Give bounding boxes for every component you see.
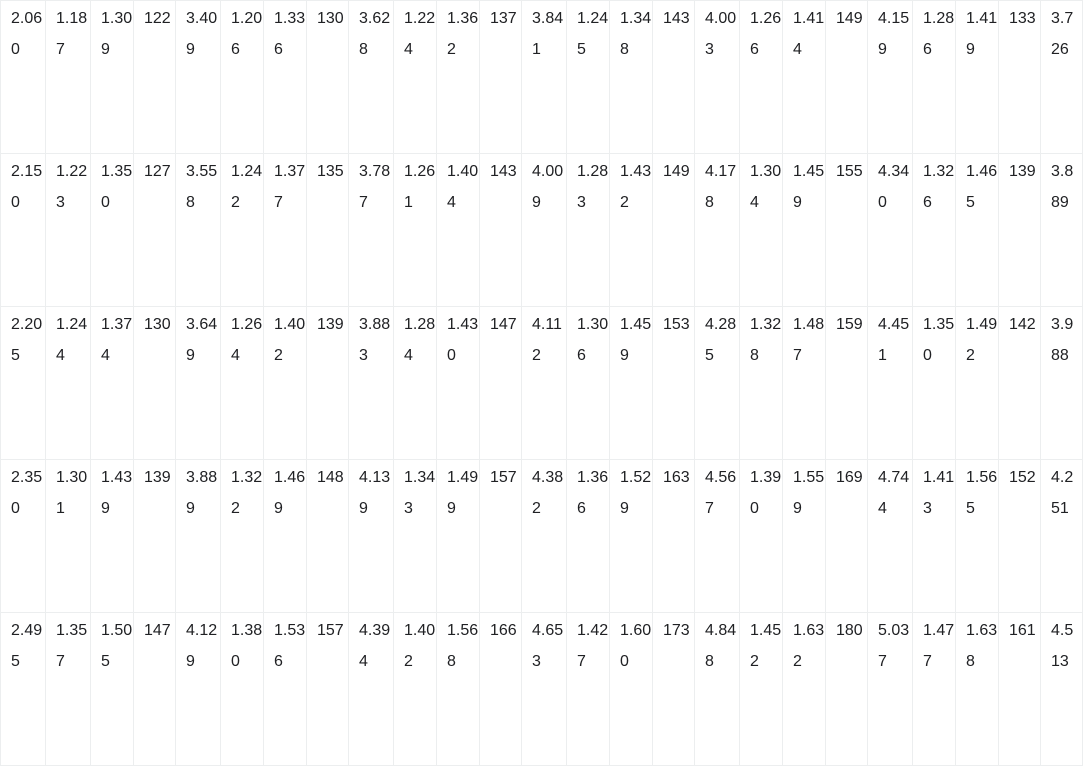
table-cell: 1.487 xyxy=(783,307,826,460)
table-cell: 3.787 xyxy=(349,154,394,307)
table-row xyxy=(1,460,1083,613)
table-cell: 1.306 xyxy=(567,307,610,460)
table-cell: 149 xyxy=(826,1,868,154)
table-cell: 4.009 xyxy=(522,154,567,307)
table-cell: 1.432 xyxy=(610,154,653,307)
table-body xyxy=(1,1,1083,766)
table-cell: 152 xyxy=(999,460,1041,613)
table-cell: 159 xyxy=(826,307,868,460)
table-cell: 166 xyxy=(480,613,522,766)
table-cell: 1.244 xyxy=(46,307,91,460)
table-cell: 1.242 xyxy=(221,154,264,307)
table-cell: 1.427 xyxy=(567,613,610,766)
table-cell: 1.350 xyxy=(913,307,956,460)
table-cell: 1.413 xyxy=(913,460,956,613)
table-cell: 1.380 xyxy=(221,613,264,766)
table-cell: 1.284 xyxy=(394,307,437,460)
table-row xyxy=(1,1,1083,154)
table-cell: 173 xyxy=(653,613,695,766)
table-cell: 163 xyxy=(653,460,695,613)
table-cell: 1.283 xyxy=(567,154,610,307)
table-row xyxy=(1,307,1083,460)
table-cell: 1.366 xyxy=(567,460,610,613)
table-cell: 3.628 xyxy=(349,1,394,154)
table-cell: 4.340 xyxy=(868,154,913,307)
table-cell: 4.653 xyxy=(522,613,567,766)
table-cell: 1.638 xyxy=(956,613,999,766)
table-cell: 1.439 xyxy=(91,460,134,613)
table-cell: 1.414 xyxy=(783,1,826,154)
table-cell: 1.402 xyxy=(264,307,307,460)
table-cell: 1.499 xyxy=(437,460,480,613)
table-cell: 1.304 xyxy=(740,154,783,307)
table-cell: 1.245 xyxy=(567,1,610,154)
table-cell: 1.336 xyxy=(264,1,307,154)
table-cell: 4.285 xyxy=(695,307,740,460)
table-cell: 1.565 xyxy=(956,460,999,613)
table-cell: 3.988 xyxy=(1041,307,1083,460)
table-cell: 3.558 xyxy=(176,154,221,307)
table-cell: 2.350 xyxy=(1,460,46,613)
table-cell: 2.205 xyxy=(1,307,46,460)
table-cell: 155 xyxy=(826,154,868,307)
table-cell: 1.374 xyxy=(91,307,134,460)
table-cell: 3.889 xyxy=(176,460,221,613)
table-cell: 1.223 xyxy=(46,154,91,307)
table-cell: 143 xyxy=(480,154,522,307)
table-cell: 1.632 xyxy=(783,613,826,766)
table-cell: 135 xyxy=(307,154,349,307)
table-cell: 139 xyxy=(307,307,349,460)
table-cell: 143 xyxy=(653,1,695,154)
table-cell: 1.350 xyxy=(91,154,134,307)
table-row xyxy=(1,613,1083,766)
table-cell: 3.409 xyxy=(176,1,221,154)
table-cell: 4.513 xyxy=(1041,613,1083,766)
table-cell: 3.889 xyxy=(1041,154,1083,307)
table-cell: 127 xyxy=(134,154,176,307)
table-cell: 1.328 xyxy=(740,307,783,460)
table-cell: 1.536 xyxy=(264,613,307,766)
table-cell: 1.459 xyxy=(783,154,826,307)
table-cell: 1.348 xyxy=(610,1,653,154)
table-row xyxy=(1,154,1083,307)
table-cell: 1.301 xyxy=(46,460,91,613)
table-cell: 4.129 xyxy=(176,613,221,766)
table-cell: 147 xyxy=(134,613,176,766)
table-cell: 2.060 xyxy=(1,1,46,154)
table-cell: 1.469 xyxy=(264,460,307,613)
table-cell: 4.451 xyxy=(868,307,913,460)
table-cell: 1.261 xyxy=(394,154,437,307)
table-cell: 169 xyxy=(826,460,868,613)
table-cell: 161 xyxy=(999,613,1041,766)
table-cell: 1.206 xyxy=(221,1,264,154)
table-cell: 2.150 xyxy=(1,154,46,307)
table-cell: 3.726 xyxy=(1041,1,1083,154)
table-cell: 1.404 xyxy=(437,154,480,307)
table-cell: 1.505 xyxy=(91,613,134,766)
table-cell: 3.649 xyxy=(176,307,221,460)
table-cell: 180 xyxy=(826,613,868,766)
table-cell: 1.465 xyxy=(956,154,999,307)
table-cell: 1.568 xyxy=(437,613,480,766)
table-cell: 1.322 xyxy=(221,460,264,613)
table-cell: 4.178 xyxy=(695,154,740,307)
table-cell: 1.529 xyxy=(610,460,653,613)
table-cell: 1.377 xyxy=(264,154,307,307)
table-cell: 122 xyxy=(134,1,176,154)
table-cell: 1.390 xyxy=(740,460,783,613)
table-cell: 1.402 xyxy=(394,613,437,766)
table-cell: 1.559 xyxy=(783,460,826,613)
table-cell: 1.430 xyxy=(437,307,480,460)
table-cell: 4.159 xyxy=(868,1,913,154)
table-cell: 4.567 xyxy=(695,460,740,613)
table-cell: 139 xyxy=(999,154,1041,307)
table-cell: 3.883 xyxy=(349,307,394,460)
table-cell: 4.112 xyxy=(522,307,567,460)
table-cell: 1.357 xyxy=(46,613,91,766)
table-cell: 133 xyxy=(999,1,1041,154)
table-cell: 153 xyxy=(653,307,695,460)
table-cell: 139 xyxy=(134,460,176,613)
table-cell: 142 xyxy=(999,307,1041,460)
table-cell: 4.744 xyxy=(868,460,913,613)
table-cell: 1.266 xyxy=(740,1,783,154)
table-cell: 2.495 xyxy=(1,613,46,766)
table-cell: 4.003 xyxy=(695,1,740,154)
table-cell: 1.419 xyxy=(956,1,999,154)
table-cell: 149 xyxy=(653,154,695,307)
table-cell: 1.492 xyxy=(956,307,999,460)
table-cell: 130 xyxy=(134,307,176,460)
table-cell: 157 xyxy=(307,613,349,766)
table-cell: 137 xyxy=(480,1,522,154)
table-cell: 4.139 xyxy=(349,460,394,613)
table-cell: 1.477 xyxy=(913,613,956,766)
table-cell: 157 xyxy=(480,460,522,613)
table-cell: 130 xyxy=(307,1,349,154)
table-cell: 1.326 xyxy=(913,154,956,307)
table-cell: 1.459 xyxy=(610,307,653,460)
table-cell: 148 xyxy=(307,460,349,613)
table-cell: 1.600 xyxy=(610,613,653,766)
table-cell: 5.037 xyxy=(868,613,913,766)
table-cell: 147 xyxy=(480,307,522,460)
table-cell: 4.251 xyxy=(1041,460,1083,613)
table-cell: 1.362 xyxy=(437,1,480,154)
table-cell: 1.286 xyxy=(913,1,956,154)
table-cell: 1.224 xyxy=(394,1,437,154)
table-cell: 1.309 xyxy=(91,1,134,154)
table-cell: 3.841 xyxy=(522,1,567,154)
table-cell: 4.394 xyxy=(349,613,394,766)
table-cell: 1.452 xyxy=(740,613,783,766)
table-cell: 1.264 xyxy=(221,307,264,460)
table-cell: 4.848 xyxy=(695,613,740,766)
table-cell: 1.343 xyxy=(394,460,437,613)
table-cell: 4.382 xyxy=(522,460,567,613)
table-cell: 1.187 xyxy=(46,1,91,154)
